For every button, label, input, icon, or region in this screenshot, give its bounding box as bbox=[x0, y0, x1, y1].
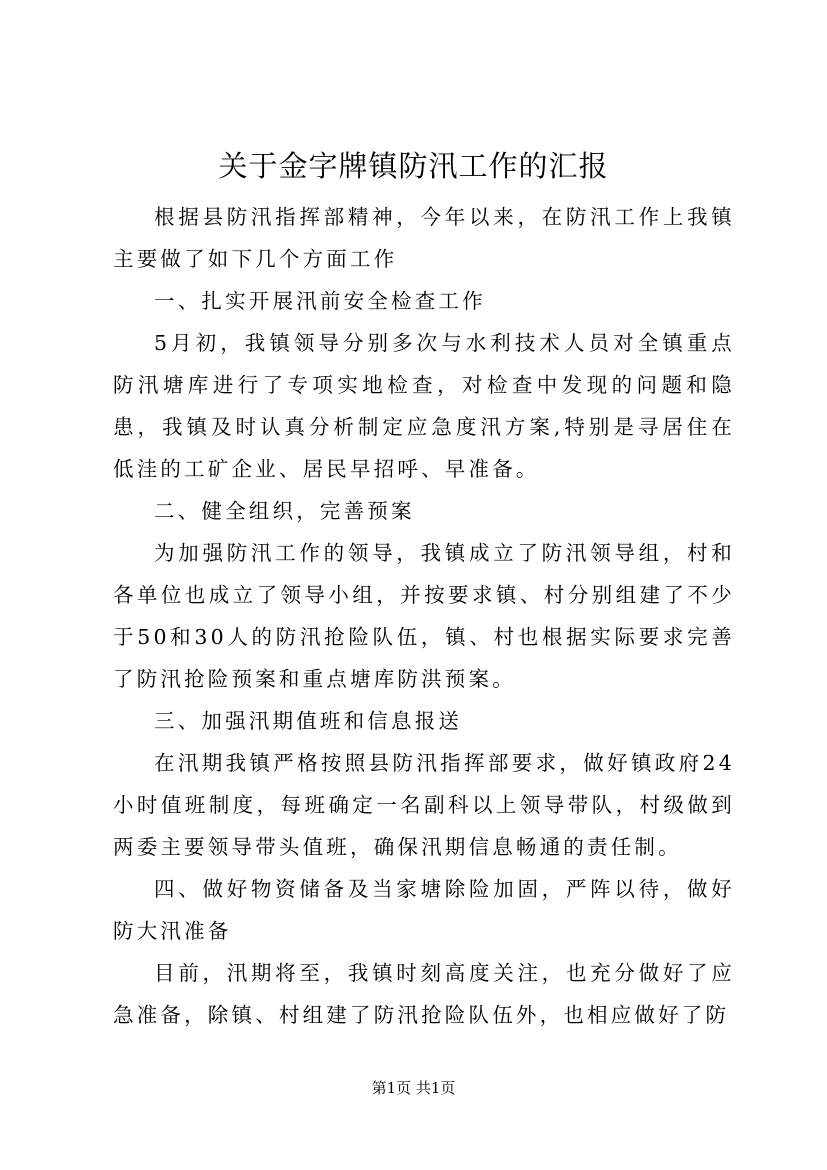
intro-paragraph: 根据县防汛指挥部精神，今年以来，在防汛工作上我镇主要做了如下几个方面工作 bbox=[113, 205, 735, 271]
section-paragraph-3: 在汛期我镇严格按照县防汛指挥部要求，做好镇政府24小时值班制度，每班确定一名副科以上领导带队，村级做到两委主要领导带头值班，确保汛期信息畅通的责任制。 bbox=[113, 751, 735, 859]
document-body bbox=[113, 196, 735, 1036]
page-footer: 第1页 共1页 bbox=[371, 1079, 456, 1097]
section-heading-1: 一、扎实开展汛前安全检查工作 bbox=[154, 289, 486, 313]
section-heading-4: 四、做好物资储备及当家塘除险加固，严阵以待，做好防大汛准备 bbox=[113, 877, 735, 943]
document-title: 关于金字牌镇防汛工作的汇报 bbox=[218, 149, 609, 183]
section-paragraph-2: 为加强防汛工作的领导，我镇成立了防汛领导组，村和各单位也成立了领导小组，并按要求镇、村分别组建了不少于50和30人的防汛抢险队伍，镇、村也根据实际要求完善了防汛抢险预案和重点塘库防洪预案。 bbox=[113, 541, 735, 691]
section-heading-2: 二、健全组织，完善预案 bbox=[154, 499, 415, 523]
section-heading-3: 三、加强汛期值班和信息报送 bbox=[154, 709, 463, 733]
section-paragraph-4: 目前，汛期将至，我镇时刻高度关注，也充分做好了应急准备，除镇、村组建了防汛抢险队伍外，也相应做好了防 bbox=[113, 961, 735, 1027]
section-paragraph-1: 5月初，我镇领导分别多次与水利技术人员对全镇重点防汛塘库进行了专项实地检查，对检查中发现的问题和隐患，我镇及时认真分析制定应急度汛方案,特别是寻居住在低洼的工矿企业、居民早招呼、早准备。 bbox=[113, 331, 735, 481]
